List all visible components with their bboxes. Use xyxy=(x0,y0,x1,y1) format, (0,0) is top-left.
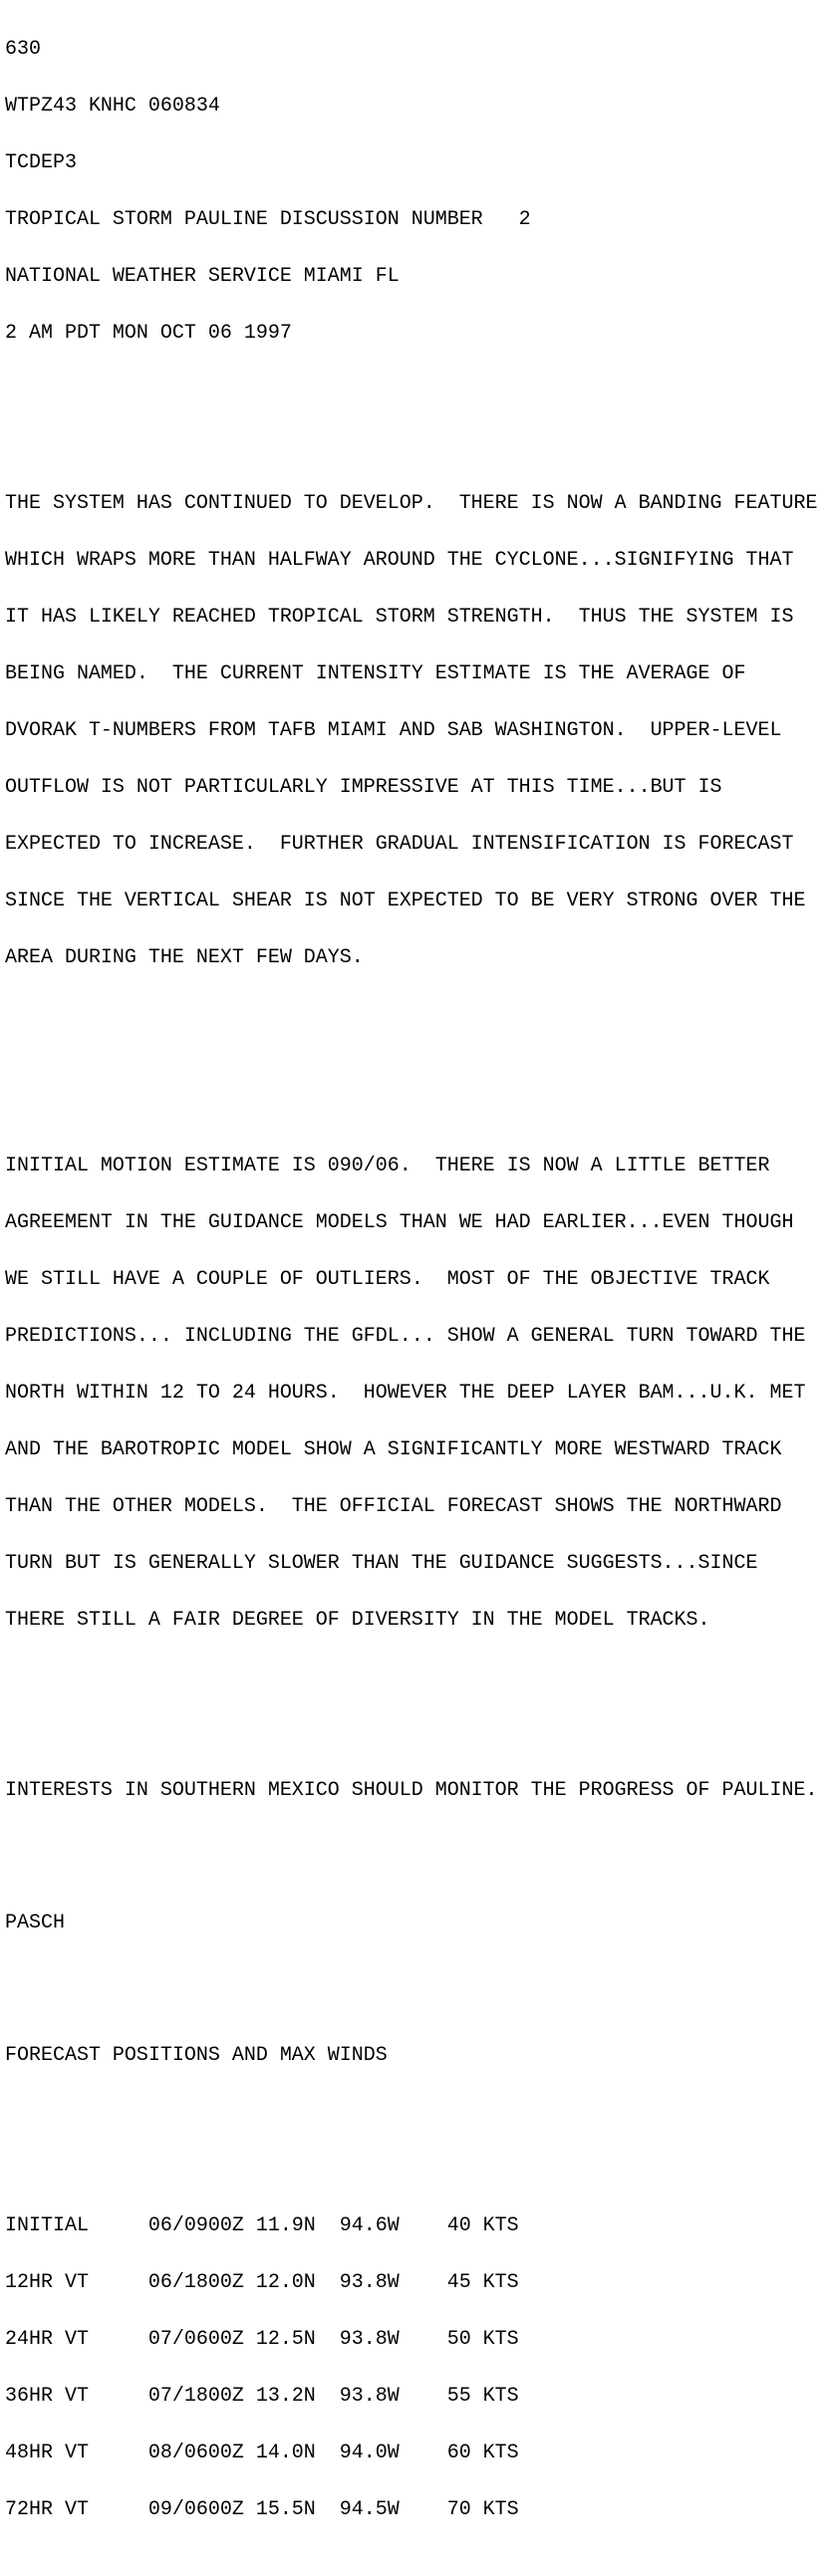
blank-line xyxy=(5,1043,822,1062)
forecast-title: FORECAST POSITIONS AND MAX WINDS xyxy=(5,2044,388,2067)
paragraph-1 xyxy=(5,456,822,1005)
paragraph-1-line: OUTFLOW IS NOT PARTICULARLY IMPRESSIVE AT THIS TIME...BUT IS xyxy=(5,776,722,799)
paragraph-1-line: WHICH WRAPS MORE THAN HALFWAY AROUND THE CYCLONE...SIGNIFYING THAT xyxy=(5,549,794,572)
paragraph-1-line: AREA DURING THE NEXT FEW DAYS. xyxy=(5,946,364,969)
paragraph-2-line: TURN BUT IS GENERALLY SLOWER THAN THE GUIDANCE SUGGESTS...SINCE xyxy=(5,1552,758,1575)
header-datetime: 2 AM PDT MON OCT 06 1997 xyxy=(5,322,292,345)
forecast-row: 12HR VT 06/1800Z 12.0N 93.8W 45 KTS xyxy=(5,2271,519,2294)
paragraph-2 xyxy=(5,1119,822,1668)
paragraph-1-line: THE SYSTEM HAS CONTINUED TO DEVELOP. THERE IS NOW A BANDING FEATURE xyxy=(5,492,818,515)
forecast-row: 36HR VT 07/1800Z 13.2N 93.8W 55 KTS xyxy=(5,2385,519,2408)
paragraph-2-line: PREDICTIONS... INCLUDING THE GFDL... SHOW A GENERAL TURN TOWARD THE xyxy=(5,1325,806,1348)
forecaster-signature: PASCH xyxy=(5,1912,65,1934)
paragraph-1-line: BEING NAMED. THE CURRENT INTENSITY ESTIMATE IS THE AVERAGE OF xyxy=(5,662,746,685)
paragraph-2-line: NORTH WITHIN 12 TO 24 HOURS. HOWEVER THE DEEP LAYER BAM...U.K. MET xyxy=(5,1382,806,1405)
header-title: TROPICAL STORM PAULINE DISCUSSION NUMBER 2 xyxy=(5,208,531,231)
forecast-row: 24HR VT 07/0600Z 12.5N 93.8W 50 KTS xyxy=(5,2328,519,2351)
paragraph-2-line: WE STILL HAVE A COUPLE OF OUTLIERS. MOST OF THE OBJECTIVE TRACK xyxy=(5,1268,770,1291)
header-agency: NATIONAL WEATHER SERVICE MIAMI FL xyxy=(5,265,400,288)
blank-line xyxy=(5,1705,822,1724)
paragraph-2-line: INITIAL MOTION ESTIMATE IS 090/06. THERE IS NOW A LITTLE BETTER xyxy=(5,1155,770,1177)
blank-line xyxy=(5,2103,822,2122)
forecast-row: 72HR VT 09/0600Z 15.5N 94.5W 70 KTS xyxy=(5,2498,519,2521)
paragraph-2-line: AND THE BAROTROPIC MODEL SHOW A SIGNIFICANTLY MORE WESTWARD TRACK xyxy=(5,1438,782,1461)
paragraph-2-line: AGREEMENT IN THE GUIDANCE MODELS THAN WE HAD EARLIER...EVEN THOUGH xyxy=(5,1211,794,1234)
blank-line xyxy=(5,381,822,399)
blank-line xyxy=(5,1838,822,1857)
paragraph-1-line: IT HAS LIKELY REACHED TROPICAL STORM STRENGTH. THUS THE SYSTEM IS xyxy=(5,606,794,629)
header-line-1: 630 xyxy=(5,38,41,61)
blank-line xyxy=(5,1970,822,1989)
paragraph-1-line: DVORAK T-NUMBERS FROM TAFB MIAMI AND SAB WASHINGTON. UPPER-LEVEL xyxy=(5,719,782,742)
paragraph-1-line: EXPECTED TO INCREASE. FURTHER GRADUAL INTENSIFICATION IS FORECAST xyxy=(5,833,794,856)
paragraph-2-line: THERE STILL A FAIR DEGREE OF DIVERSITY IN THE MODEL TRACKS. xyxy=(5,1609,710,1632)
forecast-row: INITIAL 06/0900Z 11.9N 94.6W 40 KTS xyxy=(5,2214,519,2237)
paragraph-2-line: THAN THE OTHER MODELS. THE OFFICIAL FORECAST SHOWS THE NORTHWARD xyxy=(5,1495,782,1518)
header-line-3: TCDEP3 xyxy=(5,151,77,174)
forecast-row: 48HR VT 08/0600Z 14.0N 94.0W 60 KTS xyxy=(5,2442,519,2464)
paragraph-1-line: SINCE THE VERTICAL SHEAR IS NOT EXPECTED TO BE VERY STRONG OVER THE xyxy=(5,890,806,912)
forecast-table xyxy=(5,2179,822,2557)
paragraph-3: INTERESTS IN SOUTHERN MEXICO SHOULD MONITOR THE PROGRESS OF PAULINE. xyxy=(5,1779,818,1802)
header-line-2: WTPZ43 KNHC 060834 xyxy=(5,95,220,118)
